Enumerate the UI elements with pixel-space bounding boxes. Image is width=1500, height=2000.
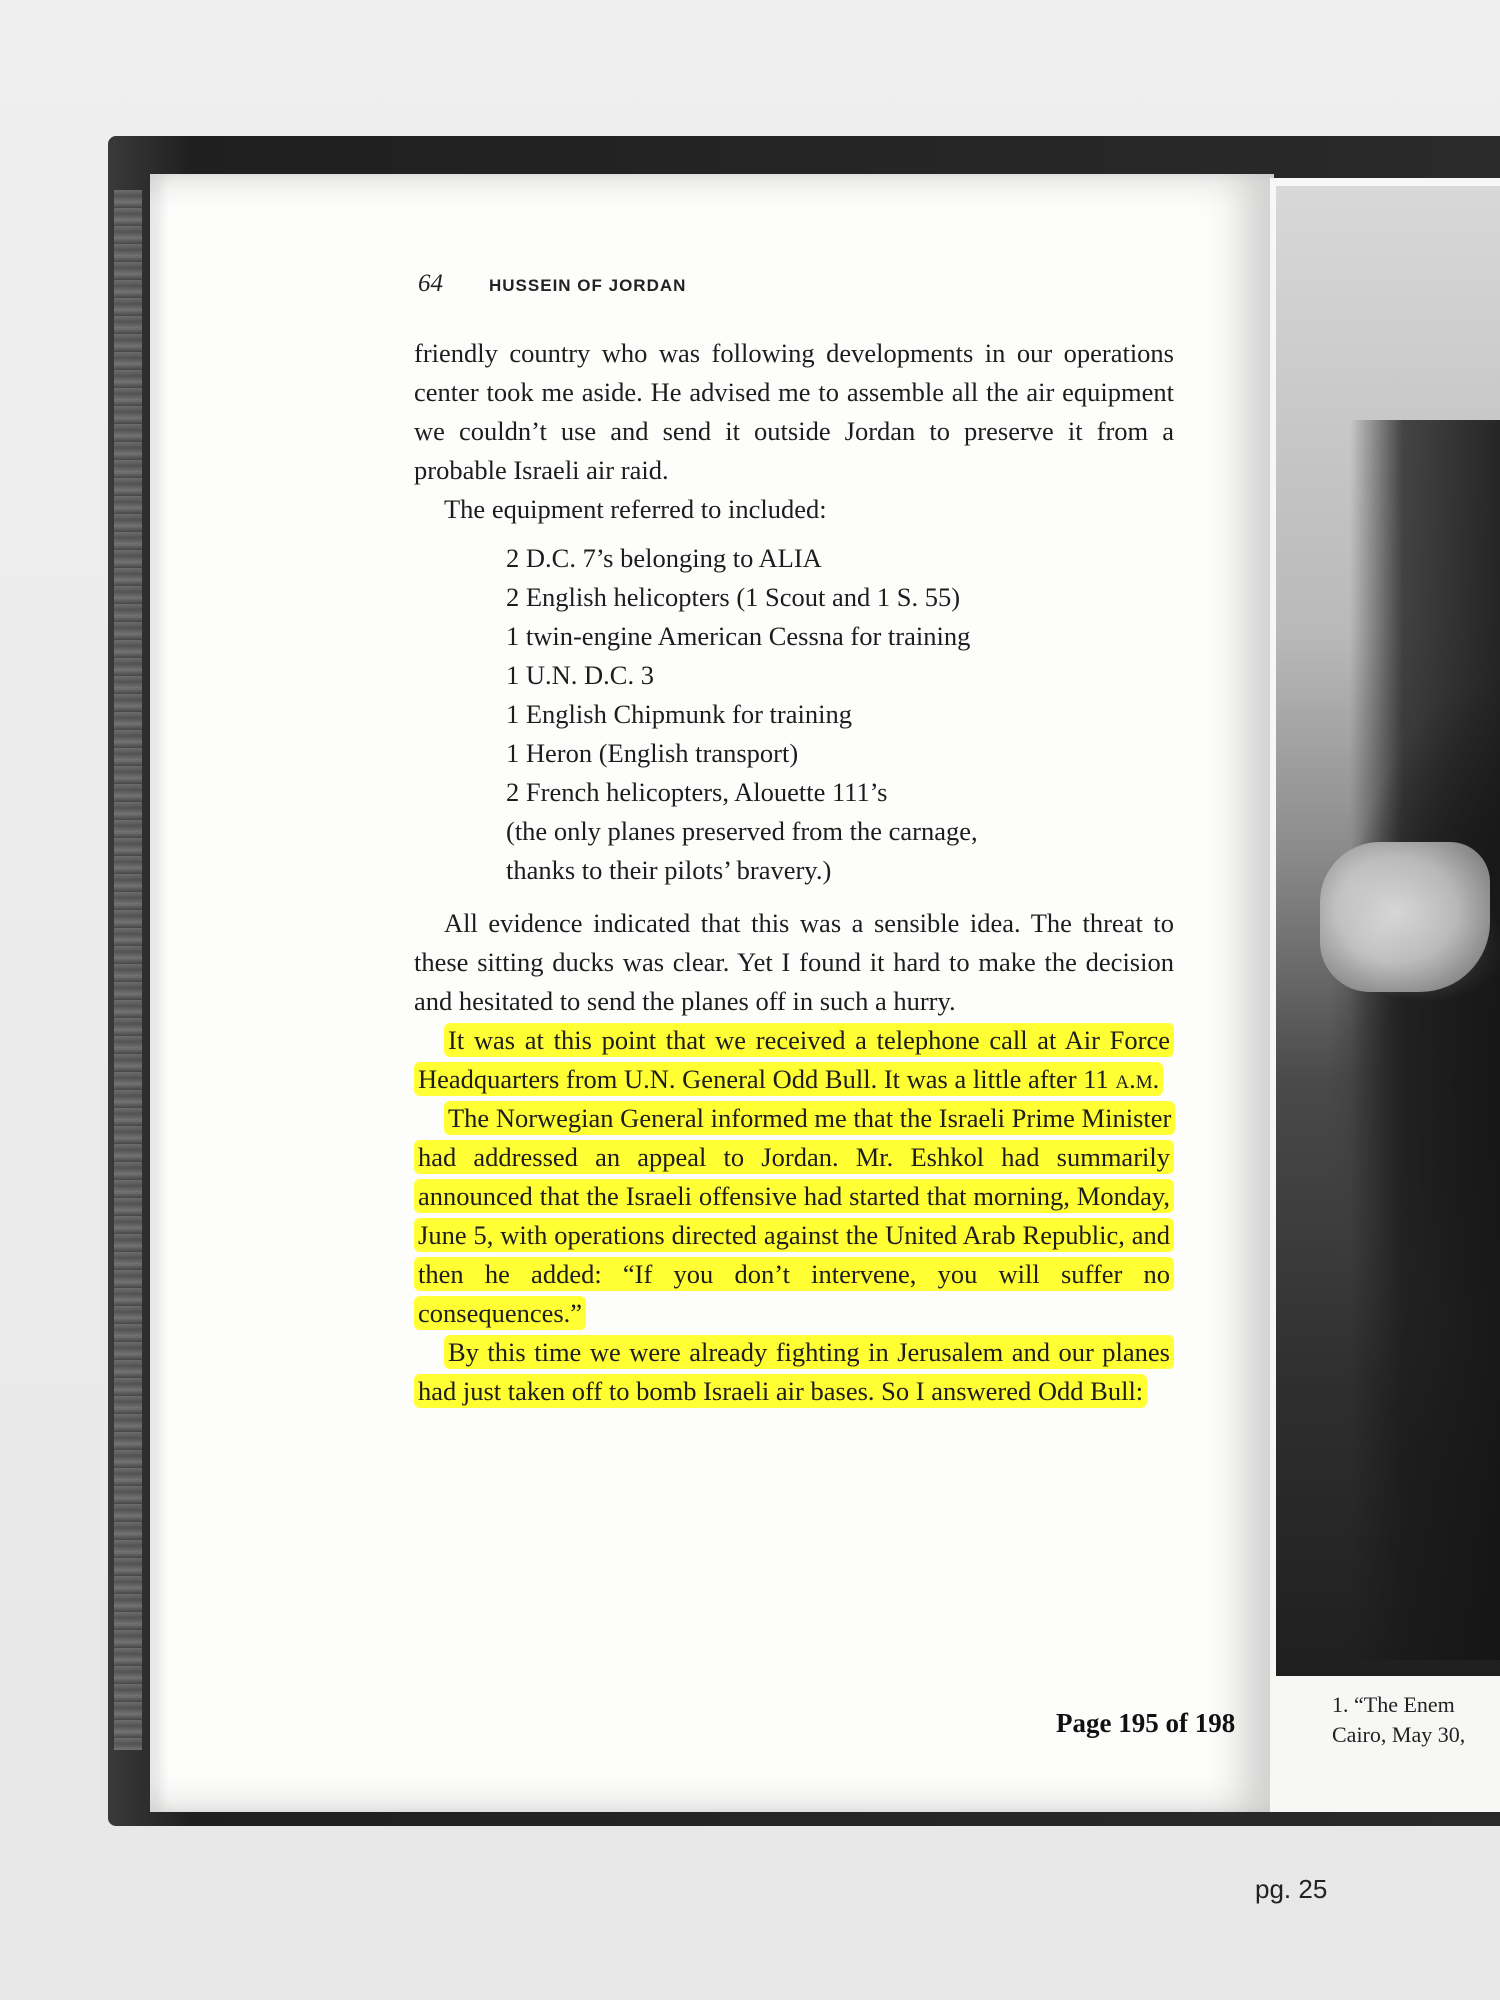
equipment-item: 1 U.N. D.C. 3 bbox=[506, 660, 654, 690]
equipment-item: 2 English helicopters (1 Scout and 1 S. 55) bbox=[506, 582, 961, 612]
paragraph-3: All evidence indicated that this was a sensible idea. The threat to these sitting ducks was clear. Yet I found it hard to make the decision and hesitated to send the planes off in such a hurry. bbox=[414, 908, 1174, 1016]
equipment-item: 2 French helicopters, Alouette 111’s bbox=[506, 777, 888, 807]
paragraph-4 bbox=[414, 1021, 1174, 1099]
highlight-paragraph-4 bbox=[414, 1023, 1174, 1096]
time-am: a.m. bbox=[1115, 1064, 1160, 1094]
equipment-list bbox=[506, 539, 1174, 890]
equipment-item: 1 Heron (English transport) bbox=[506, 738, 799, 768]
equipment-item: 1 English Chipmunk for training bbox=[506, 699, 852, 729]
photo-caption bbox=[1332, 1690, 1500, 1750]
equipment-item: 2 D.C. 7’s belonging to ALIA bbox=[506, 543, 822, 573]
photograph-hand bbox=[1320, 842, 1490, 992]
paragraph-6 bbox=[414, 1333, 1174, 1411]
caption-line-1: 1. “The Enem bbox=[1332, 1692, 1455, 1717]
photograph-robe bbox=[1350, 420, 1500, 1660]
highlight-paragraph-6: By this time we were already fighting in Jerusalem and our planes had just taken off to bomb Israeli air bases. So I answered Odd Bull: bbox=[414, 1335, 1174, 1408]
caption-line-2: Cairo, May 30, bbox=[1332, 1722, 1466, 1747]
highlight-paragraph-5: The Norwegian General informed me that the Israeli Prime Minister had addressed an appeal to Jordan. Mr. Eshkol had summarily announced that the Israeli offensive had started that morning, Monday, June 5, with operations directed against the United Arab Republic, and then he added: “If you don’t intervene, you will suffer no consequences.” bbox=[414, 1101, 1175, 1330]
equipment-note: (the only planes preserved from the carnage, bbox=[506, 816, 978, 846]
paragraph-1: friendly country who was following developments in our operations center took me aside. He advised me to assemble all the air equipment we couldn’t use and send it outside Jordan to preserve it from a probable Israeli air raid. bbox=[414, 338, 1174, 485]
book-spine-edge bbox=[114, 190, 142, 1750]
body-text bbox=[414, 334, 1174, 1411]
paragraph-4-text: It was at this point that we received a telephone call at Air Force Headquarters from U.N. General Odd Bull. It was a little after 11 bbox=[418, 1025, 1170, 1094]
equipment-note: thanks to their pilots’ bravery.) bbox=[506, 855, 832, 885]
pdf-page-number: pg. 25 bbox=[1255, 1874, 1328, 1904]
book-page-number: 64 bbox=[418, 270, 443, 297]
paragraph-2: The equipment referred to included: bbox=[444, 494, 827, 524]
equipment-item: 1 twin-engine American Cessna for training bbox=[506, 621, 971, 651]
book-title: HUSSEIN OF JORDAN bbox=[489, 276, 687, 295]
paragraph-5 bbox=[414, 1099, 1174, 1333]
running-head bbox=[418, 270, 686, 298]
page-count-footer: Page 195 of 198 bbox=[1056, 1708, 1236, 1738]
